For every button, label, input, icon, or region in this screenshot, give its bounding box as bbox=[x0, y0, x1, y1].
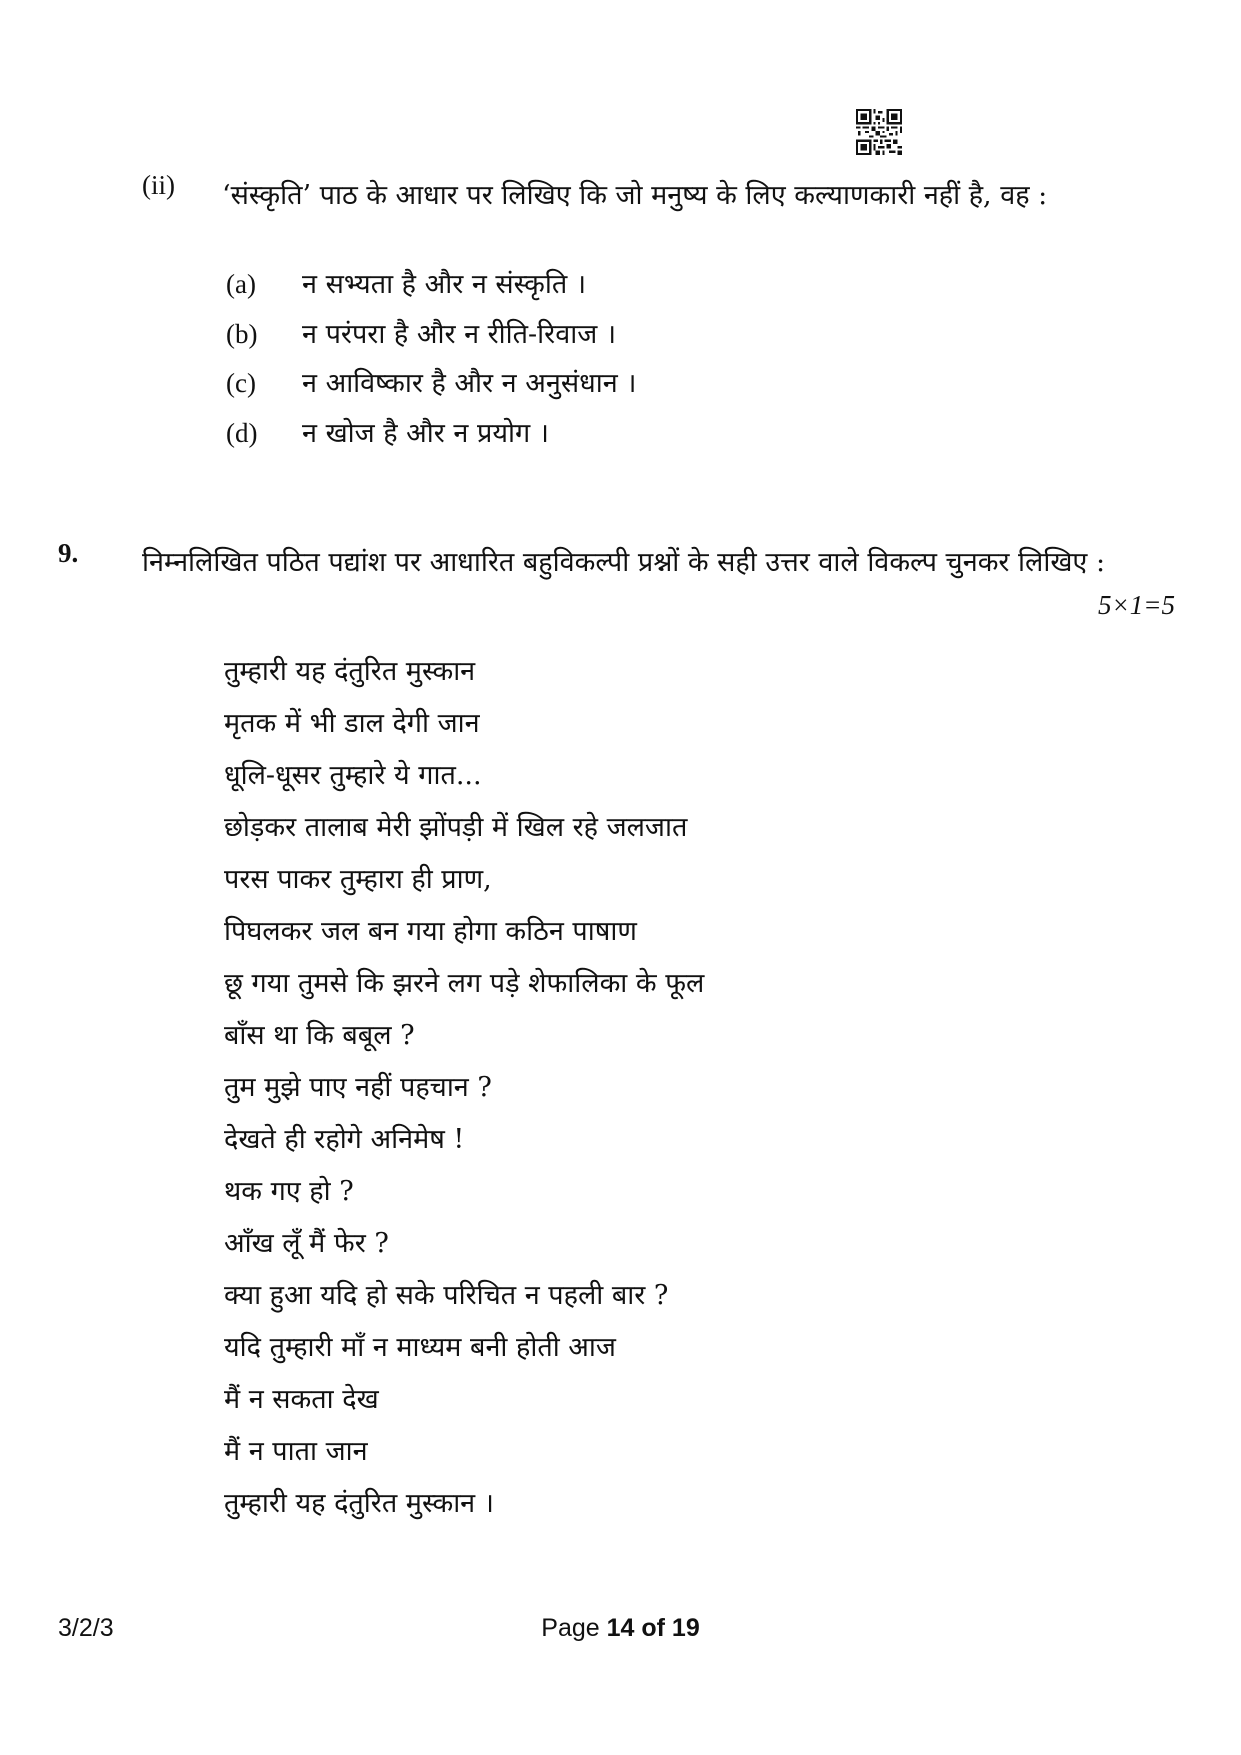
page-number bbox=[0, 1614, 1241, 1643]
poem-line: आँख लूँ मैं फेर ? bbox=[224, 1228, 389, 1259]
option-b bbox=[226, 314, 616, 351]
page-total: 19 bbox=[671, 1614, 700, 1642]
poem-line: धूलि-धूसर तुम्हारे ये गात... bbox=[224, 760, 482, 791]
poem-line: तुम्हारी यह दंतुरित मुस्कान bbox=[224, 656, 476, 687]
option-d bbox=[226, 413, 549, 450]
poem-line: बाँस था कि बबूल ? bbox=[224, 1020, 415, 1051]
poem-line: देखते ही रहोगे अनिमेष ! bbox=[224, 1124, 465, 1155]
poem-line: तुम्हारी यह दंतुरित मुस्कान । bbox=[224, 1488, 494, 1519]
option-text: न आविष्कार है और न अनुसंधान । bbox=[302, 368, 637, 399]
poem-line: छोड़कर तालाब मेरी झोंपड़ी में खिल रहे जलजात bbox=[224, 812, 688, 843]
option-text: न सभ्यता है और न संस्कृति । bbox=[302, 269, 587, 300]
question-ii-number: (ii) bbox=[142, 170, 175, 200]
question-9-text: निम्नलिखित पठित पद्यांश पर आधारित बहुविकल्पी प्रश्नों के सही उत्तर वाले विकल्प चुनकर लिखिए : bbox=[142, 547, 1106, 578]
marks-label: 5×1=5 bbox=[1098, 590, 1175, 620]
poem-line: छू गया तुमसे कि झरने लग पड़े शेफालिका के फूल bbox=[224, 968, 705, 999]
poem-line: यदि तुम्हारी माँ न माध्यम बनी होती आज bbox=[224, 1332, 616, 1363]
page-current: 14 bbox=[606, 1614, 635, 1642]
option-label: (d) bbox=[226, 418, 258, 448]
poem-line: क्या हुआ यदि हो सके परिचित न पहली बार ? bbox=[224, 1280, 669, 1311]
option-label: (b) bbox=[226, 319, 258, 349]
question-ii-text: ‘संस्कृति’ पाठ के आधार पर लिखिए कि जो मनुष्य के लिए कल्याणकारी नहीं है, वह : bbox=[222, 180, 1048, 211]
qr-code-icon bbox=[856, 109, 902, 155]
page-of: of bbox=[634, 1614, 672, 1642]
paper-code: 3/2/3 bbox=[58, 1614, 114, 1642]
poem-line: मृतक में भी डाल देगी जान bbox=[224, 708, 480, 739]
option-label: (c) bbox=[226, 368, 256, 398]
poem-line: थक गए हो ? bbox=[224, 1176, 354, 1207]
option-c bbox=[226, 363, 637, 400]
option-a bbox=[226, 264, 586, 301]
poem-line: परस पाकर तुम्हारा ही प्राण, bbox=[224, 864, 492, 895]
poem-line: पिघलकर जल बन गया होगा कठिन पाषाण bbox=[224, 916, 637, 947]
question-9-number: 9. bbox=[58, 538, 79, 568]
option-text: न परंपरा है और न रीति-रिवाज । bbox=[302, 319, 617, 350]
poem-block bbox=[224, 646, 704, 1530]
poem-line: मैं न पाता जान bbox=[224, 1436, 368, 1467]
poem-line: तुम मुझे पाए नहीं पहचान ? bbox=[224, 1072, 492, 1103]
option-text: न खोज है और न प्रयोग । bbox=[302, 418, 550, 449]
option-label: (a) bbox=[226, 269, 256, 299]
poem-line: मैं न सकता देख bbox=[224, 1384, 379, 1415]
page-prefix: Page bbox=[541, 1614, 607, 1642]
